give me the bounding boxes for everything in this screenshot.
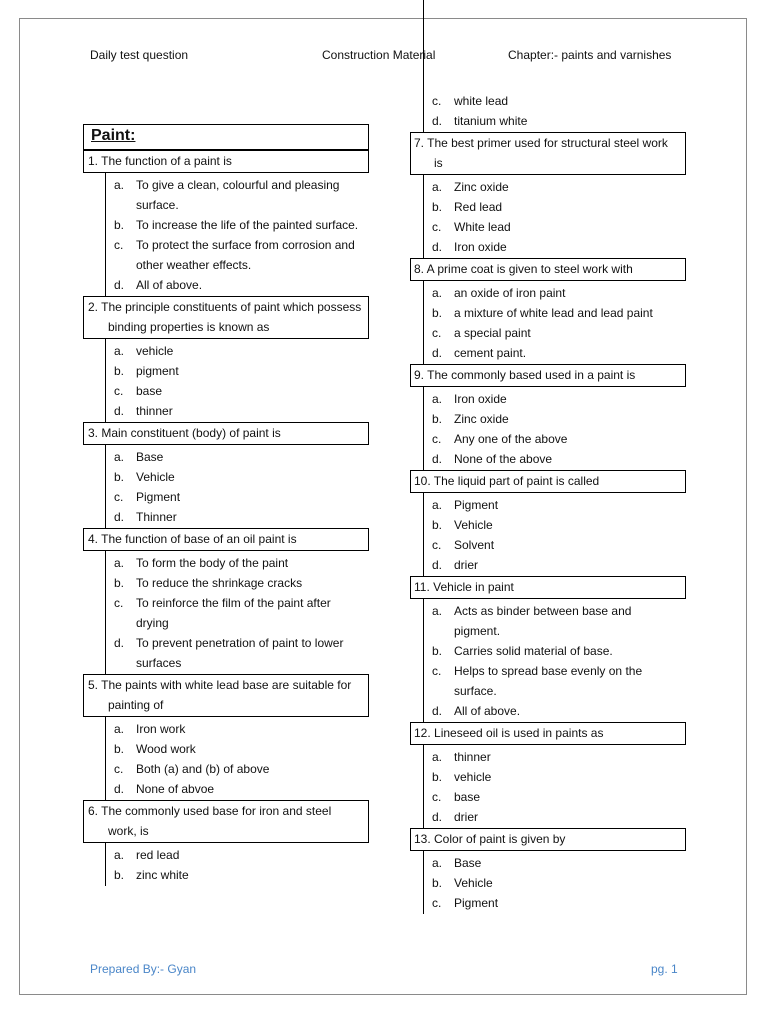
header-center: Construction Material xyxy=(322,48,436,62)
answer-option xyxy=(424,389,686,409)
answer-option xyxy=(106,275,369,295)
option-text: Iron oxide xyxy=(454,240,507,254)
option-letter: c. xyxy=(114,238,124,252)
answer-option xyxy=(424,555,686,575)
option-list xyxy=(105,843,369,886)
option-text: Vehicle xyxy=(454,518,493,532)
option-text: base xyxy=(454,790,481,804)
answer-option xyxy=(424,853,686,873)
option-text: White lead xyxy=(454,220,511,234)
option-letter: b. xyxy=(114,218,125,232)
option-text: To reinforce the film of the paint after drying xyxy=(136,596,331,630)
option-text: Pigment xyxy=(454,498,499,512)
option-letter: a. xyxy=(114,450,125,464)
answer-option xyxy=(106,467,369,487)
option-letter: b. xyxy=(432,644,443,658)
option-list xyxy=(423,599,686,722)
option-list xyxy=(105,551,369,674)
answer-option xyxy=(424,217,686,237)
option-text: red lead xyxy=(136,848,180,862)
answer-option xyxy=(106,739,369,759)
option-text: Any one of the above xyxy=(454,432,568,446)
option-list xyxy=(423,745,686,828)
option-text: Vehicle xyxy=(136,470,175,484)
answer-option xyxy=(424,237,686,257)
option-text: titanium white xyxy=(454,114,528,128)
option-letter: c. xyxy=(432,538,442,552)
option-text: base xyxy=(136,384,163,398)
answer-option xyxy=(106,175,369,215)
option-letter: a. xyxy=(114,344,125,358)
option-list xyxy=(423,175,686,258)
option-text: Iron work xyxy=(136,722,186,736)
option-letter: b. xyxy=(432,306,443,320)
answer-option xyxy=(424,429,686,449)
option-letter: d. xyxy=(432,810,443,824)
option-text: Helps to spread base evenly on the surface. xyxy=(454,664,643,698)
option-text: Zinc oxide xyxy=(454,180,509,194)
option-letter: d. xyxy=(432,558,443,572)
option-text: an oxide of iron paint xyxy=(454,286,566,300)
option-letter: a. xyxy=(114,178,125,192)
header-right: Chapter:- paints and varnishes xyxy=(508,48,672,62)
option-text: a mixture of white lead and lead paint xyxy=(454,306,653,320)
option-text: All of above. xyxy=(454,704,521,718)
option-text: None of abvoe xyxy=(136,782,215,796)
answer-option xyxy=(424,303,686,323)
question: 11. Vehicle in paint xyxy=(410,576,686,599)
option-letter: b. xyxy=(432,770,443,784)
answer-option xyxy=(424,767,686,787)
option-list xyxy=(423,493,686,576)
footer-page-number: pg. 1 xyxy=(651,962,678,976)
option-text: thinner xyxy=(454,750,491,764)
answer-option xyxy=(106,779,369,799)
option-text: white lead xyxy=(454,94,509,108)
section-title: Paint: xyxy=(83,124,369,150)
option-text: Base xyxy=(454,856,482,870)
answer-option xyxy=(424,91,686,111)
option-text: Solvent xyxy=(454,538,495,552)
option-text: pigment xyxy=(136,364,179,378)
option-text: Both (a) and (b) of above xyxy=(136,762,270,776)
option-letter: d. xyxy=(114,636,125,650)
answer-option xyxy=(424,661,686,701)
option-text: Zinc oxide xyxy=(454,412,509,426)
question-list-left xyxy=(83,150,369,886)
option-text: Pigment xyxy=(136,490,181,504)
option-text: Wood work xyxy=(136,742,196,756)
option-letter: c. xyxy=(114,596,124,610)
option-list xyxy=(423,281,686,364)
option-letter: a. xyxy=(432,604,443,618)
column-right xyxy=(410,0,686,914)
option-letter: a. xyxy=(114,848,125,862)
option-text: cement paint. xyxy=(454,346,527,360)
option-letter: c. xyxy=(432,326,442,340)
option-text: thinner xyxy=(136,404,173,418)
answer-option xyxy=(424,873,686,893)
option-text: Red lead xyxy=(454,200,503,214)
option-text: Acts as binder between base and pigment. xyxy=(454,604,632,638)
answer-option xyxy=(424,343,686,363)
answer-option xyxy=(424,177,686,197)
answer-option xyxy=(106,341,369,361)
option-letter: c. xyxy=(432,432,442,446)
option-letter: c. xyxy=(432,896,442,910)
option-letter: c. xyxy=(114,384,124,398)
column-left xyxy=(83,124,369,886)
answer-option xyxy=(106,633,369,673)
answer-option xyxy=(106,593,369,633)
answer-option xyxy=(106,865,369,885)
answer-option xyxy=(424,535,686,555)
option-text: drier xyxy=(454,558,479,572)
option-text: To give a clean, colourful and pleasing surface. xyxy=(136,178,340,212)
option-text: To form the body of the paint xyxy=(136,556,289,570)
answer-option xyxy=(424,495,686,515)
question: 1. The function of a paint is xyxy=(83,150,369,173)
option-letter: a. xyxy=(432,392,443,406)
option-text: a special paint xyxy=(454,326,531,340)
option-letter: b. xyxy=(432,200,443,214)
answer-option xyxy=(106,235,369,275)
question: 7. The best primer used for structural steel work is xyxy=(410,132,686,175)
option-text: Thinner xyxy=(136,510,177,524)
header-left: Daily test question xyxy=(90,48,189,62)
answer-option xyxy=(106,719,369,739)
option-letter: a. xyxy=(432,498,443,512)
option-letter: b. xyxy=(114,364,125,378)
question: 6. The commonly used base for iron and steel work, is xyxy=(83,800,369,843)
option-text: Carries solid material of base. xyxy=(454,644,613,658)
option-letter: b. xyxy=(114,742,125,756)
option-letter: b. xyxy=(114,470,125,484)
question: 10. The liquid part of paint is called xyxy=(410,470,686,493)
question-list-right xyxy=(410,132,686,914)
question: 12. Lineseed oil is used in paints as xyxy=(410,722,686,745)
option-letter: b. xyxy=(432,876,443,890)
answer-option xyxy=(424,641,686,661)
option-list xyxy=(105,173,369,296)
option-letter: a. xyxy=(114,722,125,736)
option-letter: c. xyxy=(114,762,124,776)
answer-option xyxy=(424,409,686,429)
question: 5. The paints with white lead base are suitable for painting of xyxy=(83,674,369,717)
option-text: Vehicle xyxy=(454,876,493,890)
continued-options xyxy=(423,0,686,132)
question: 3. Main constituent (body) of paint is xyxy=(83,422,369,445)
option-text: All of above. xyxy=(136,278,203,292)
answer-option xyxy=(106,401,369,421)
answer-option xyxy=(424,197,686,217)
question: 13. Color of paint is given by xyxy=(410,828,686,851)
option-letter: d. xyxy=(114,404,125,418)
answer-option xyxy=(106,553,369,573)
option-letter: b. xyxy=(432,412,443,426)
answer-option xyxy=(106,507,369,527)
option-text: To prevent penetration of paint to lower surfaces xyxy=(136,636,344,670)
option-text: None of the above xyxy=(454,452,553,466)
option-letter: c. xyxy=(432,790,442,804)
option-letter: d. xyxy=(432,346,443,360)
answer-option xyxy=(106,215,369,235)
answer-option xyxy=(106,573,369,593)
question: 8. A prime coat is given to steel work with xyxy=(410,258,686,281)
answer-option xyxy=(106,487,369,507)
option-text: To protect the surface from corrosion and other weather effects. xyxy=(136,238,355,272)
answer-option xyxy=(106,759,369,779)
option-letter: d. xyxy=(432,240,443,254)
option-letter: a. xyxy=(432,286,443,300)
answer-option xyxy=(424,701,686,721)
option-letter: a. xyxy=(432,750,443,764)
footer-prepared-by: Prepared By:- Gyan xyxy=(90,962,197,976)
option-text: vehicle xyxy=(136,344,174,358)
answer-option xyxy=(424,787,686,807)
answer-option xyxy=(106,361,369,381)
option-letter: d. xyxy=(114,510,125,524)
answer-option xyxy=(106,845,369,865)
question: 4. The function of base of an oil paint is xyxy=(83,528,369,551)
answer-option xyxy=(424,111,686,131)
option-text: drier xyxy=(454,810,479,824)
answer-option xyxy=(106,381,369,401)
option-list xyxy=(423,387,686,470)
option-text: To reduce the shrinkage cracks xyxy=(136,576,303,590)
option-letter: b. xyxy=(114,576,125,590)
option-letter: c. xyxy=(114,490,124,504)
option-text: Pigment xyxy=(454,896,499,910)
option-letter: a. xyxy=(432,180,443,194)
option-text: To increase the life of the painted surface. xyxy=(136,218,359,232)
question: 9. The commonly based used in a paint is xyxy=(410,364,686,387)
option-letter: b. xyxy=(432,518,443,532)
answer-option xyxy=(424,323,686,343)
option-letter: d. xyxy=(432,704,443,718)
option-letter: a. xyxy=(114,556,125,570)
option-letter: b. xyxy=(114,868,125,882)
option-letter: c. xyxy=(432,94,442,108)
option-letter: d. xyxy=(114,278,125,292)
option-letter: d. xyxy=(114,782,125,796)
option-letter: c. xyxy=(432,220,442,234)
option-list xyxy=(423,851,686,914)
option-text: Base xyxy=(136,450,164,464)
option-letter: d. xyxy=(432,452,443,466)
answer-option xyxy=(424,449,686,469)
option-letter: d. xyxy=(432,114,443,128)
answer-option xyxy=(424,747,686,767)
option-letter: a. xyxy=(432,856,443,870)
question: 2. The principle constituents of paint which possess binding properties is known as xyxy=(83,296,369,339)
answer-option xyxy=(424,893,686,913)
answer-option xyxy=(424,601,686,641)
option-text: Iron oxide xyxy=(454,392,507,406)
option-list xyxy=(105,445,369,528)
option-text: vehicle xyxy=(454,770,492,784)
option-list xyxy=(105,717,369,800)
answer-option xyxy=(424,283,686,303)
answer-option xyxy=(424,807,686,827)
option-letter: c. xyxy=(432,664,442,678)
option-text: zinc white xyxy=(136,868,189,882)
option-list xyxy=(105,339,369,422)
answer-option xyxy=(106,447,369,467)
answer-option xyxy=(424,515,686,535)
